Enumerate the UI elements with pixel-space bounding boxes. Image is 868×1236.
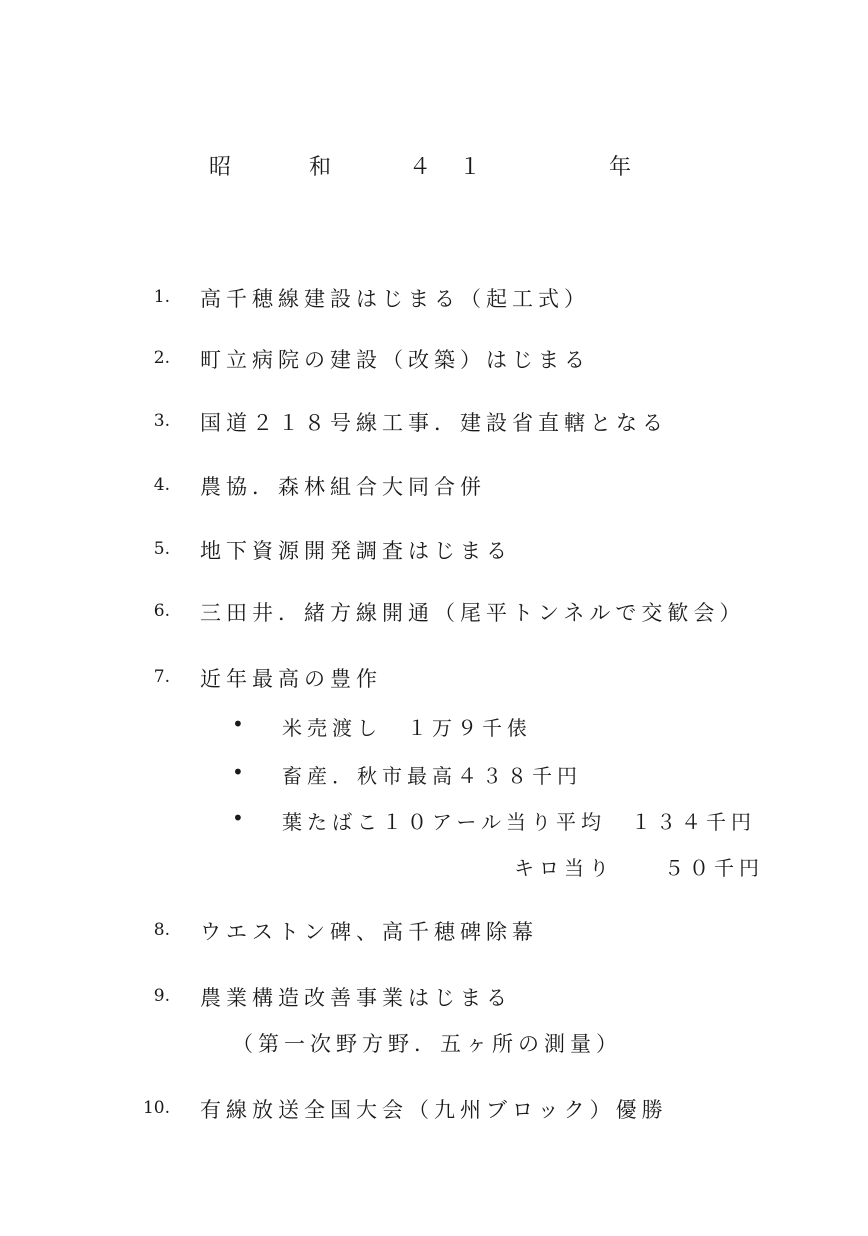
item-text: 有線放送全国大会（九州ブロック）優勝 [200,1098,668,1122]
list-item [0,1094,868,1130]
sub-item-text: 葉たばこ１０アール当り平均 １３４千円 [282,810,756,834]
item-number: 5. [153,539,170,559]
list-item [0,597,868,633]
item-number: 9. [153,986,170,1006]
sub-list-item [0,806,868,840]
item-number: 10. [142,1098,170,1118]
item-text: 高千穂線建設はじまる（起工式） [200,287,590,311]
item-number: 3. [153,411,170,431]
bullet-icon: • [232,712,244,736]
sub-list-item [0,760,868,794]
item-number: 7. [153,667,170,687]
item-text: 地下資源開発調査はじまる [200,539,512,563]
item-number: 6. [153,601,170,621]
item-text: ウエストン碑、高千穂碑除幕 [200,920,538,944]
item-text: 農協．森林組合大同合併 [200,475,486,499]
item-number: 1. [153,287,170,307]
item-text: 国道２１８号線工事．建設省直轄となる [200,411,668,435]
item-continuation-text: （第一次野方野．五ヶ所の測量） [232,1032,622,1056]
item-number: 4. [153,475,170,495]
item-text: 近年最高の豊作 [200,667,382,691]
item-continuation [0,1028,868,1062]
sub-item-text: 米売渡し １万９千俵 [282,716,532,740]
list-item [0,471,868,507]
item-text: 町立病院の建設（改築）はじまる [200,348,590,372]
list-item [0,283,868,319]
item-number: 8. [153,920,170,940]
list-item [0,535,868,571]
page-title: 昭 和 ４１ 年 [208,155,659,180]
bullet-icon: • [232,806,244,830]
list-item [0,916,868,952]
sub-list-item [0,852,868,886]
item-text: 三田井．緒方線開通（尾平トンネルで交歓会） [200,601,746,625]
item-number: 2. [153,348,170,368]
list-item [0,663,868,699]
list-item [0,344,868,380]
sub-item-extra-text: キロ当り ５０千円 [514,856,764,880]
list-item [0,982,868,1018]
bullet-icon: • [232,760,244,784]
item-text: 農業構造改善事業はじまる [200,986,512,1010]
list-item [0,407,868,443]
sub-list-item [0,712,868,746]
sub-item-text: 畜産．秋市最高４３８千円 [282,764,582,788]
